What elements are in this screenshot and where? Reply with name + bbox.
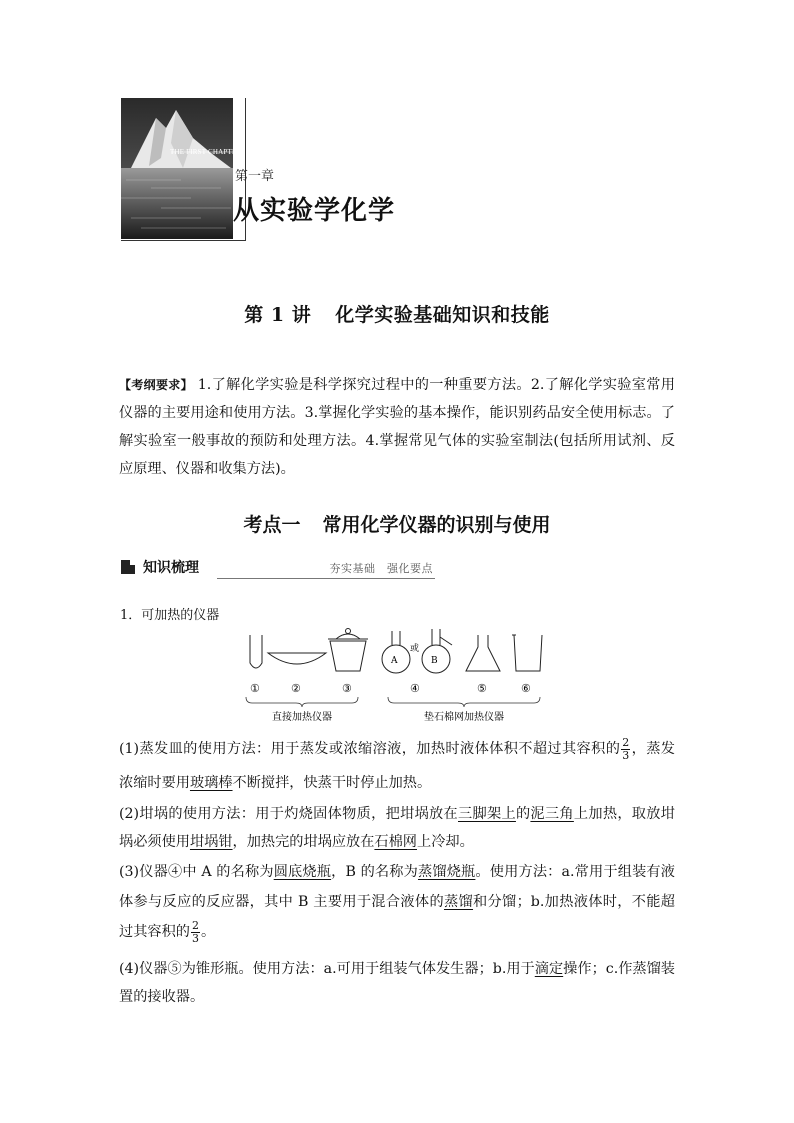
iceberg-image [121, 98, 233, 239]
p3-text-a: (3)仪器④中 A 的名称为 [119, 864, 274, 880]
section-title [0, 510, 794, 537]
lecture-name: 化学实验基础知识和技能 [335, 304, 550, 326]
p1-text-b: ，蒸发浓缩时要用 [119, 741, 675, 791]
p2-text-d: ，加热完的坩埚应放在 [232, 834, 375, 850]
p4-text-a: (4)仪器⑤为锥形瓶。使用方法：a.可用于组装气体发生器；b.用于 [119, 961, 535, 977]
p3-text-b: ，B 的名称为 [331, 864, 418, 880]
lecture-title [0, 300, 794, 327]
flask-b-label: B [431, 656, 438, 666]
paragraph-evaporating-dish [119, 732, 675, 800]
divider [217, 578, 435, 579]
label-3: ③ [342, 682, 352, 695]
section-number: 考点一 [243, 514, 301, 536]
p2-underline-gauze: 石棉网 [374, 834, 417, 850]
p1-text-a: (1)蒸发皿的使用方法：用于蒸发或浓缩溶液，加热时液体体积不超过其容积的 [119, 741, 621, 757]
frac-num: 2 [191, 918, 199, 932]
p3-underline-distillation: 蒸馏 [443, 894, 474, 910]
flask-a-label: A [391, 656, 398, 666]
label-2: ② [291, 682, 301, 695]
test-tube-icon [250, 635, 262, 668]
p4-text-b: 操作；c.作蒸馏装置的接收器。 [119, 961, 675, 1005]
paragraph-crucible [119, 800, 675, 856]
fraction-two-thirds [621, 737, 630, 762]
requirements-text: 1.了解化学实验是科学探究过程中的一种重要方法。2.了解化学实验室常用仪器的主要用途和使用方法。3.掌握化学实验的基本操作，能识别药品安全使用标志。了解实验室一般事故的预防和处理方法。4.掌握常见气体的实验室制法(包括所用试剂、反应原理、仪器和收集方法)。 [119, 377, 675, 477]
p2-underline-tripod: 三脚架上 [458, 806, 516, 822]
p3-text-d: 和分馏；b.加热液体时，不能超过其容积的 [119, 894, 675, 940]
frac-num: 2 [622, 735, 630, 749]
label-1: ① [250, 682, 260, 695]
exam-requirements [119, 371, 675, 483]
fraction-two-thirds [191, 920, 200, 945]
knowledge-slogan: 夯实基础 强化要点 [329, 562, 433, 575]
p3-underline-distilling-flask: 蒸馏烧瓶 [417, 864, 476, 880]
gauze-heat-group-label: 垫石棉网加热仪器 [424, 712, 504, 723]
apparatus-figure [240, 625, 560, 729]
chapter-number: 第一章 [235, 169, 275, 184]
square-icon [121, 560, 135, 574]
p3-text-c: 。使用方法：a.常用于组装有液体参与反应的反应器，其中 B 主要用于混合液体的 [119, 864, 675, 910]
label-6: ⑥ [521, 682, 531, 695]
label-4: ④ [410, 682, 420, 695]
iceberg-illustration [121, 98, 233, 239]
or-label: 或 [410, 644, 420, 654]
p3-text-e: 。 [200, 924, 216, 940]
item-heading: 1．可加热的仪器 [120, 608, 220, 623]
knowledge-review-bar [121, 556, 435, 582]
distilling-flask-icon [422, 629, 452, 673]
section-name: 常用化学仪器的识别与使用 [322, 514, 551, 536]
conical-flask-icon [466, 635, 500, 671]
p2-text-b: 的 [515, 806, 531, 822]
chapter-title: 从实验学化学 [233, 196, 396, 226]
p2-underline-tongs: 坩埚钳 [189, 834, 233, 850]
lecture-number: 第 1 讲 [244, 304, 312, 326]
label-5: ⑤ [477, 682, 487, 695]
chapter-english-label: THE FIRST CHAPTER [170, 148, 242, 156]
crucible-icon [328, 629, 368, 672]
frac-den: 3 [622, 748, 630, 762]
frac-den: 3 [191, 931, 199, 945]
beaker-icon [512, 635, 542, 671]
requirements-tag: 【考纲要求】 [119, 378, 193, 392]
p4-underline-titration: 滴定 [534, 961, 564, 977]
evaporating-dish-icon [268, 653, 326, 664]
p2-underline-triangle: 泥三角 [530, 806, 574, 822]
p1-text-c: 不断搅拌，快蒸干时停止加热。 [232, 775, 432, 791]
paragraph-conical-flask [119, 955, 675, 1011]
p2-text-c: 上加热，取放坩埚必须使用 [119, 806, 675, 850]
round-bottom-flask-icon [382, 631, 410, 673]
p2-text-e: 上冷却。 [417, 834, 474, 850]
p1-underline-glass-rod: 玻璃棒 [189, 775, 233, 791]
paragraph-flasks [119, 857, 675, 947]
p3-underline-round-flask: 圆底烧瓶 [273, 864, 332, 880]
apparatus-drawing [240, 625, 560, 725]
p2-text-a: (2)坩埚的使用方法：用于灼烧固体物质，把坩埚放在 [119, 806, 458, 822]
knowledge-label: 知识梳理 [143, 560, 199, 576]
direct-heat-group-label: 直接加热仪器 [272, 712, 332, 723]
